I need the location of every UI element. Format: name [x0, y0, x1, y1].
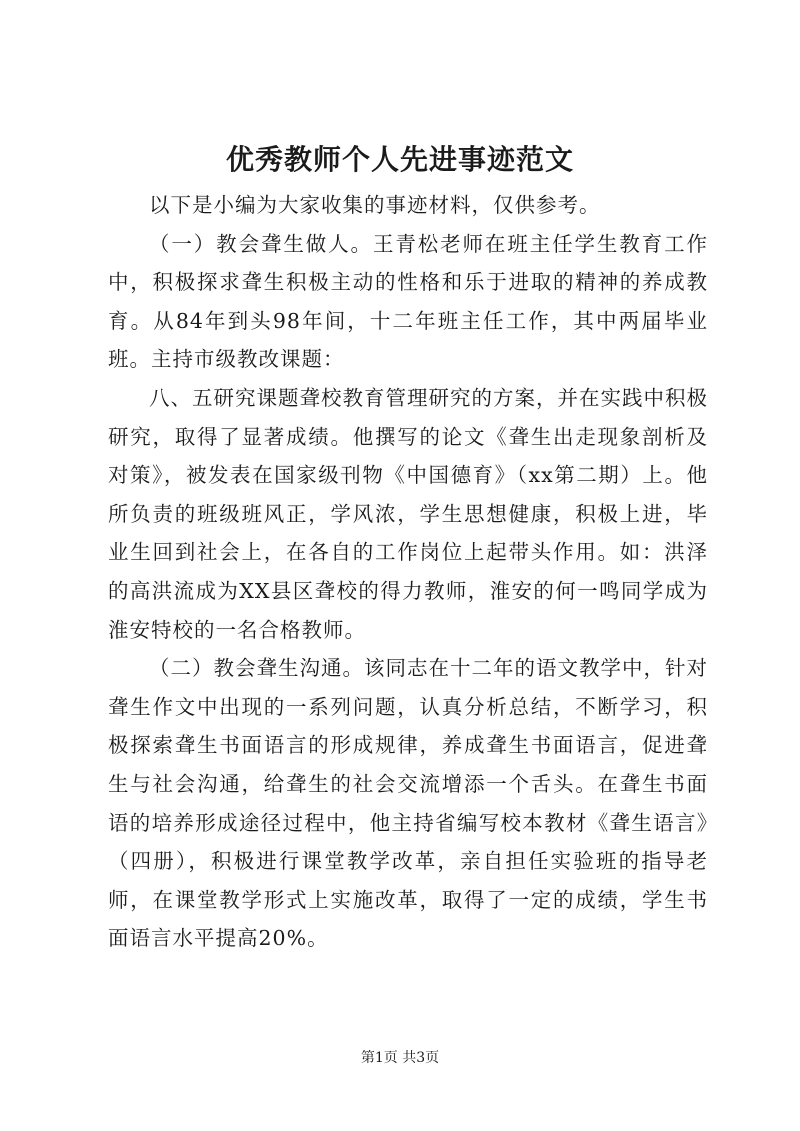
page-number-footer: 第1页 共3页	[360, 1050, 440, 1066]
document-title: 优秀教师个人先进事迹范文	[225, 143, 574, 176]
paragraph-intro: 以下是小编为大家收集的事迹材料，仅供参考。	[149, 193, 601, 217]
paragraph-section-two: （二）教会聋生沟通。该同志在十二年的语文教学中，针对聋生作文中出现的一系列问题，认真分析总结，不断学习，积极探索聋生书面语言的形成规律，养成聋生书面语言，促进聋生与社会沟通，给聋生的社会交流增添一个舌头。在聋生书面语的培养形成途径过程中，他主持省编写校本教材《聋生语言》（四册），积极进行课堂教学改革，亲自担任实验班的指导老师，在课堂教学形式上实施改革，取得了一定的成绩，学生书面语言水平提高20%。	[108, 656, 708, 951]
document-body	[108, 186, 708, 958]
paragraph-section-one: （一）教会聋生做人。王青松老师在班主任学生教育工作中，积极探求聋生积极主动的性格和乐于进取的精神的养成教育。从84年到头98年间，十二年班主任工作，其中两届毕业班。主持市级教改课题：	[108, 231, 708, 372]
paragraph-research: 八、五研究课题聋校教育管理研究的方案，并在实践中积极研究，取得了显著成绩。他撰写的论文《聋生出走现象剖析及对策》，被发表在国家级刊物《中国德育》（xx第二期）上。他所负责的班级班风正，学风浓，学生思想健康，积极上进，毕业生回到社会上，在各自的工作岗位上起带头作用。如：洪泽的高洪流成为XX县区聋校的得力教师，淮安的何一鸣同学成为淮安特校的一名合格教师。	[108, 385, 708, 642]
